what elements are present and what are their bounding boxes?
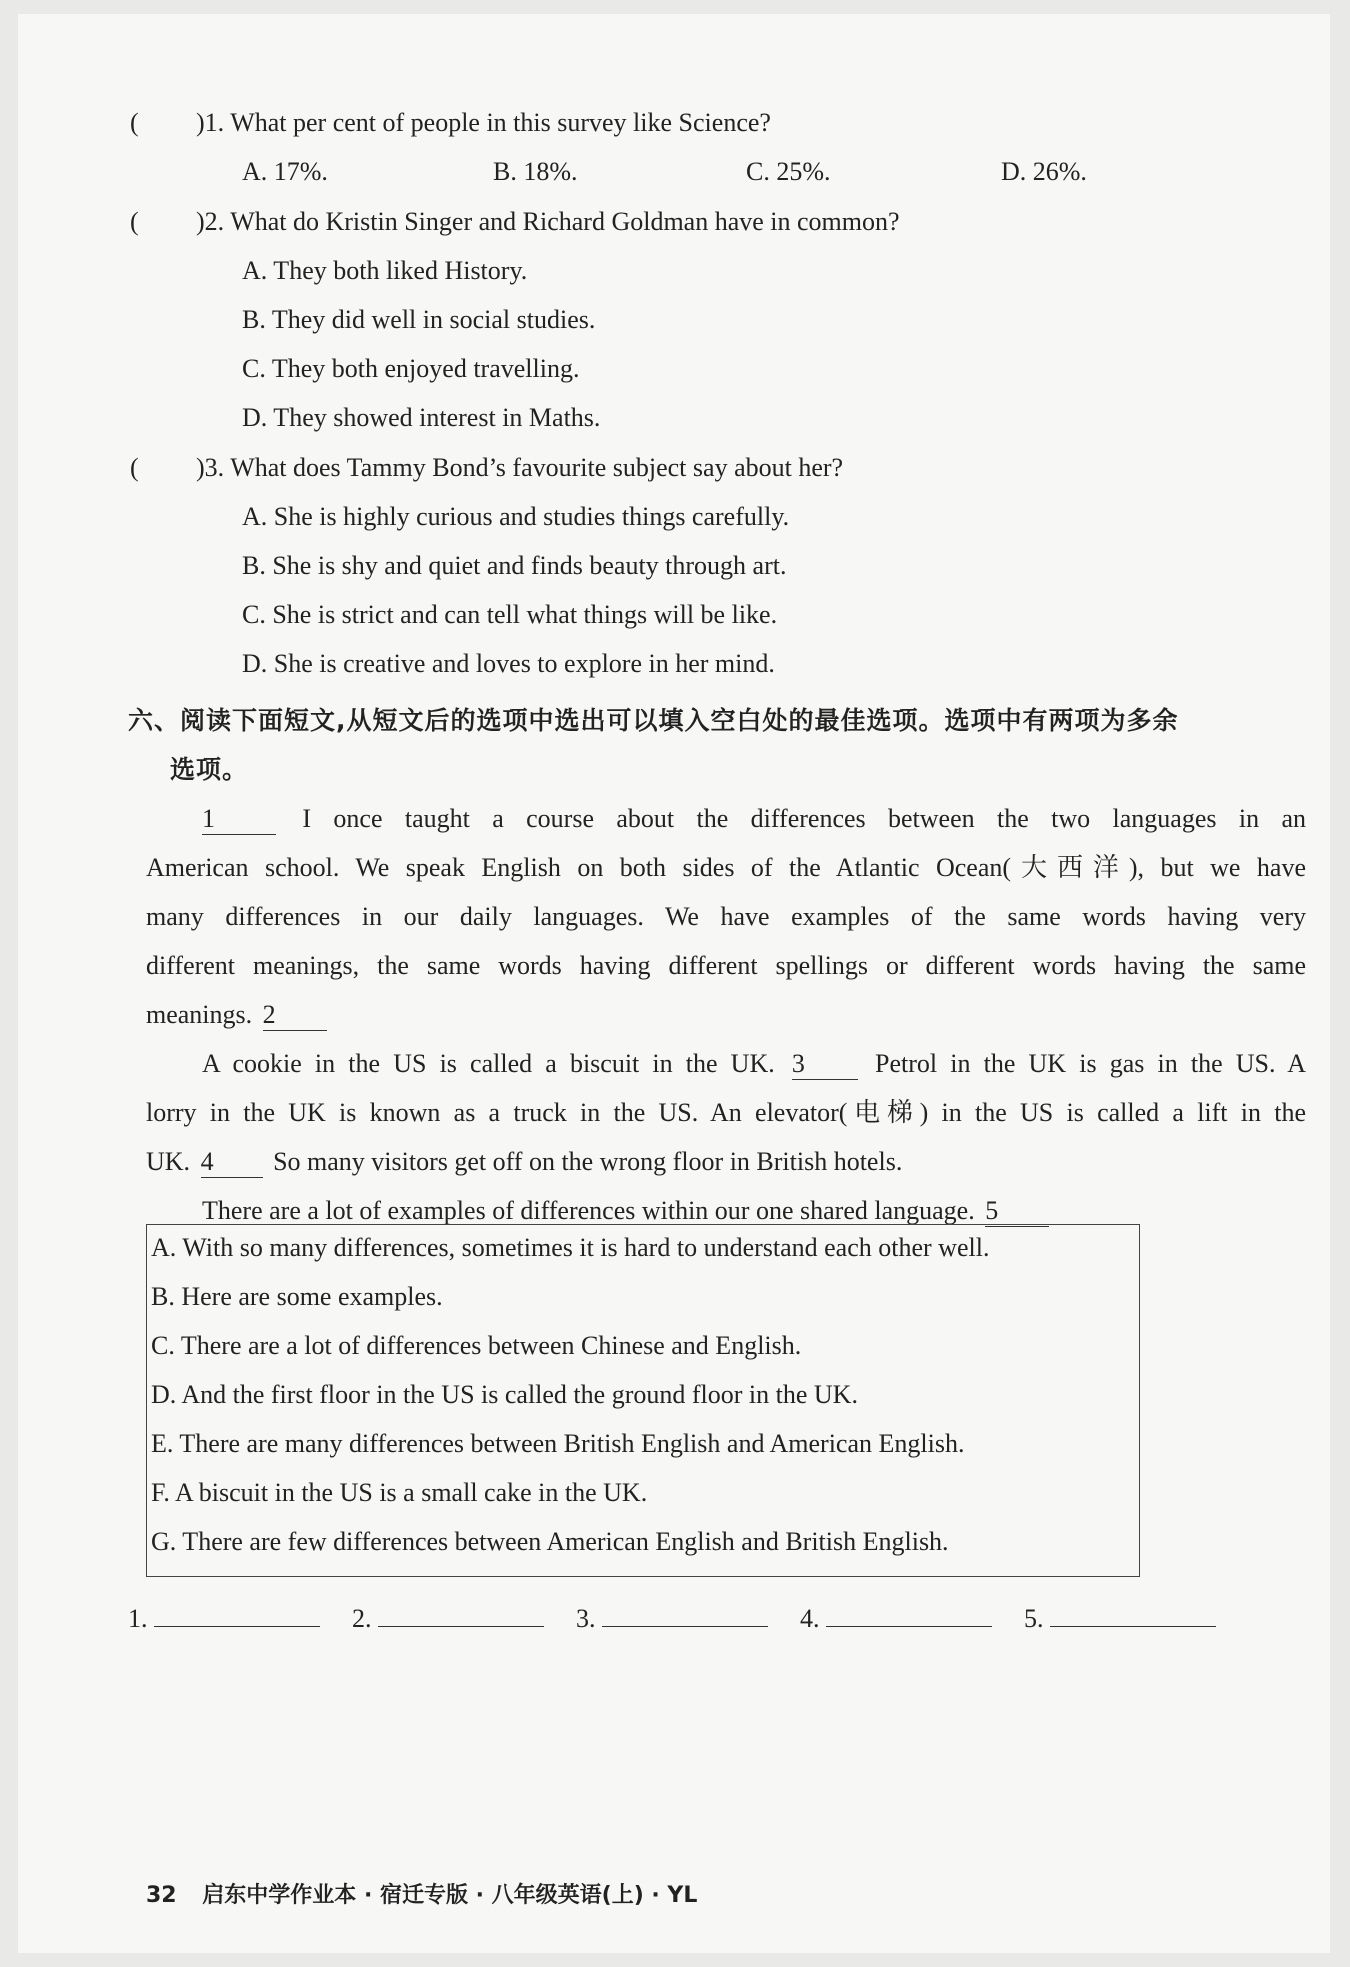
- blank-4[interactable]: 4: [201, 1147, 263, 1178]
- q2-option-d: D. They showed interest in Maths.: [242, 403, 601, 432]
- question-2-stem: )2. What do Kristin Singer and Richard Goldman have in common?: [196, 207, 900, 236]
- passage-p1-line2: American school. We speak English on both sides of the Atlantic Ocean(大西洋), but we have: [146, 853, 1306, 882]
- answer-paren-2: (: [130, 207, 139, 236]
- answer-blank-5[interactable]: 5.: [1024, 1602, 1216, 1634]
- q3-option-b: B. She is shy and quiet and finds beauty through art.: [242, 551, 787, 580]
- box-option-b: B. Here are some examples.: [151, 1282, 443, 1311]
- passage-p2-line1: A cookie in the US is called a biscuit in the UK. 3 Petrol in the UK is gas in the US. A: [202, 1049, 1306, 1078]
- passage-p1-line1: 1 I once taught a course about the differences between the two languages in an: [202, 804, 1307, 833]
- answer-paren-1: (: [130, 108, 139, 137]
- box-option-c: C. There are a lot of differences between Chinese and English.: [151, 1331, 802, 1360]
- q1-option-a: A. 17%.: [242, 157, 328, 186]
- q2-option-c: C. They both enjoyed travelling.: [242, 354, 580, 383]
- worksheet-page: [18, 14, 1330, 1953]
- options-box: [146, 1224, 1140, 1577]
- passage-p1-line5: meanings. 2: [146, 990, 1306, 1039]
- page-footer: [146, 1878, 697, 1909]
- blank-1[interactable]: 1: [202, 804, 276, 835]
- blank-2[interactable]: 2: [263, 1000, 327, 1031]
- passage-p1-line3: many differences in our daily languages. We have examples of the same words having very: [146, 902, 1306, 931]
- section-6-heading: 六、阅读下面短文,从短文后的选项中选出可以填入空白处的最佳选项。选项中有两项为多余: [128, 706, 1179, 735]
- question-1-stem: )1. What per cent of people in this survey like Science?: [196, 108, 771, 137]
- box-option-e: E. There are many differences between British English and American English.: [151, 1429, 965, 1458]
- q1-option-b: B. 18%.: [493, 157, 578, 186]
- passage-p1-line4: different meanings, the same words having different spellings or different words having the same: [146, 951, 1306, 980]
- q1-option-d: D. 26%.: [1001, 157, 1087, 186]
- q3-option-d: D. She is creative and loves to explore in her mind.: [242, 649, 775, 678]
- q1-option-c: C. 25%.: [746, 157, 831, 186]
- answer-blank-4[interactable]: 4.: [800, 1602, 992, 1634]
- answer-paren-3: (: [130, 453, 139, 482]
- box-option-a: A. With so many differences, sometimes it is hard to understand each other well.: [151, 1233, 990, 1262]
- q3-option-c: C. She is strict and can tell what things will be like.: [242, 600, 778, 629]
- answer-blank-2[interactable]: 2.: [352, 1602, 544, 1634]
- q2-option-b: B. They did well in social studies.: [242, 305, 596, 334]
- box-option-g: G. There are few differences between American English and British English.: [151, 1527, 949, 1556]
- q2-option-a: A. They both liked History.: [242, 256, 528, 285]
- question-3-stem: )3. What does Tammy Bond’s favourite subject say about her?: [196, 453, 844, 482]
- answer-blank-1[interactable]: 1.: [128, 1602, 320, 1634]
- footer-title: 启东中学作业本 · 宿迁专版 · 八年级英语(上) · YL: [202, 1883, 698, 1908]
- box-option-f: F. A biscuit in the US is a small cake in the UK.: [151, 1478, 648, 1507]
- blank-3[interactable]: 3: [792, 1049, 858, 1080]
- passage-p2-line3: UK. 4 So many visitors get off on the wrong floor in British hotels.: [146, 1147, 903, 1176]
- q3-option-a: A. She is highly curious and studies things carefully.: [242, 502, 790, 531]
- answer-blank-3[interactable]: 3.: [576, 1602, 768, 1634]
- blank-5[interactable]: 5: [985, 1196, 1049, 1227]
- passage-p2-line2: lorry in the UK is known as a truck in the US. An elevator(电梯) in the US is called a lift in the: [146, 1098, 1306, 1127]
- page-number: 32: [146, 1883, 177, 1908]
- box-option-d: D. And the first floor in the US is called the ground floor in the UK.: [151, 1380, 858, 1409]
- passage-p3-line1: There are a lot of examples of differences within our one shared language. 5: [146, 1186, 1306, 1235]
- section-6-heading-cont: 选项。: [170, 755, 249, 784]
